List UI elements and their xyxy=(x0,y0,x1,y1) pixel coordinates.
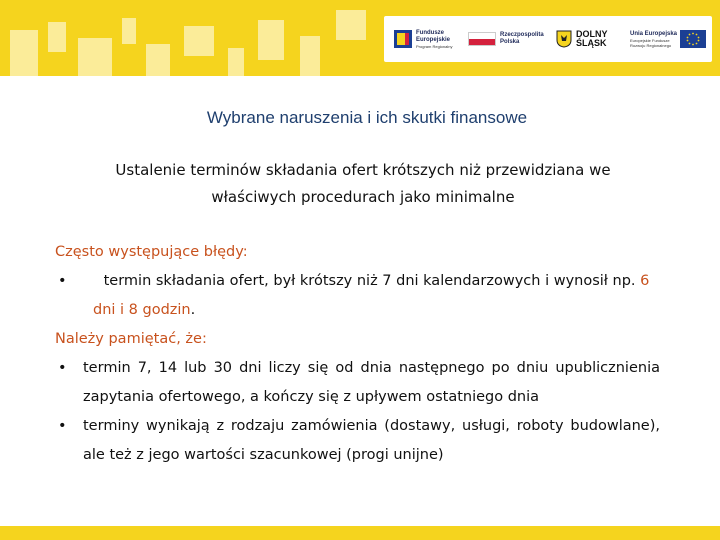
section2-bullet1-text: termin 7, 14 lub 30 dni liczy się od dnia następnego po dniu upublicznienia zapytania ofertowego, a kończy się z upływem ostatniego dnia xyxy=(83,360,660,405)
logo-fe-line1: Fundusze xyxy=(416,29,444,36)
decor-shape xyxy=(48,22,66,52)
section2-heading: Należy pamiętać, że: xyxy=(55,331,207,347)
decor-shape xyxy=(10,30,38,76)
list-item xyxy=(55,267,660,325)
section1-bullet1-highlight: 6 dni i 8 godzin xyxy=(93,273,650,318)
section2-bullet2-text: terminy wynikają z rodzaju zamówienia (dostawy, usługi, roboty budowlane), ale też z jego wartości szacunkowej (progi unijne) xyxy=(83,418,660,463)
section1-heading: Często występujące błędy: xyxy=(55,244,248,260)
decor-shape xyxy=(336,10,366,40)
decor-shape xyxy=(184,26,214,56)
logo-eu-line1: Unia Europejska xyxy=(630,30,678,37)
slide-body xyxy=(55,238,660,470)
logo-dolny-slask xyxy=(556,16,608,62)
logo-pl-line1: Rzeczpospolita xyxy=(500,32,544,38)
list-item xyxy=(55,412,660,470)
decor-shape xyxy=(122,18,136,44)
logo-pl-line2: Polska xyxy=(500,39,520,45)
slide-subtitle: Ustalenie terminów składania ofert krótszych niż przewidziana we właściwych procedurach jako minimalne xyxy=(115,161,611,206)
eu-flag-icon xyxy=(680,30,706,48)
logo-fundusze-europejskie xyxy=(394,16,452,62)
decor-shape xyxy=(78,38,112,76)
polish-flag-icon xyxy=(468,32,496,46)
section1-bullet1-after: . xyxy=(190,302,196,318)
bullet-icon: • xyxy=(58,273,67,289)
decor-shape xyxy=(146,44,170,76)
bullet-icon: • xyxy=(58,418,67,434)
logo-ds-line1: DOLNY xyxy=(576,29,608,39)
logo-unia-europejska xyxy=(630,16,706,62)
bullet-icon: • xyxy=(58,360,67,376)
logo-fe-line2: Europejskie xyxy=(416,36,451,43)
section1-bullet1-text: termin składania ofert, był krótszy niż 7 dni kalendarzowych i wynosił np. xyxy=(103,273,636,289)
eu-funds-logo-icon xyxy=(394,30,412,48)
decor-shape xyxy=(258,20,284,60)
decor-shape xyxy=(228,48,244,76)
slide-title: Wybrane naruszenia i ich skutki finansowe xyxy=(206,108,528,127)
logo-eu-line2: Europejskie Fundusze xyxy=(630,37,670,43)
footer-band xyxy=(0,526,720,540)
decor-shape xyxy=(300,36,320,76)
logo-rzeczpospolita xyxy=(468,16,544,62)
logo-ds-line2: ŚLĄSK xyxy=(576,38,607,48)
logo-fe-line3: Program Regionalny xyxy=(416,43,453,49)
logo-eu-line3: Rozwoju Regionalnego xyxy=(630,42,672,48)
header-band xyxy=(0,0,720,76)
logos-panel xyxy=(384,16,712,62)
lower-silesia-shield-icon xyxy=(556,30,572,48)
list-item xyxy=(55,354,660,412)
